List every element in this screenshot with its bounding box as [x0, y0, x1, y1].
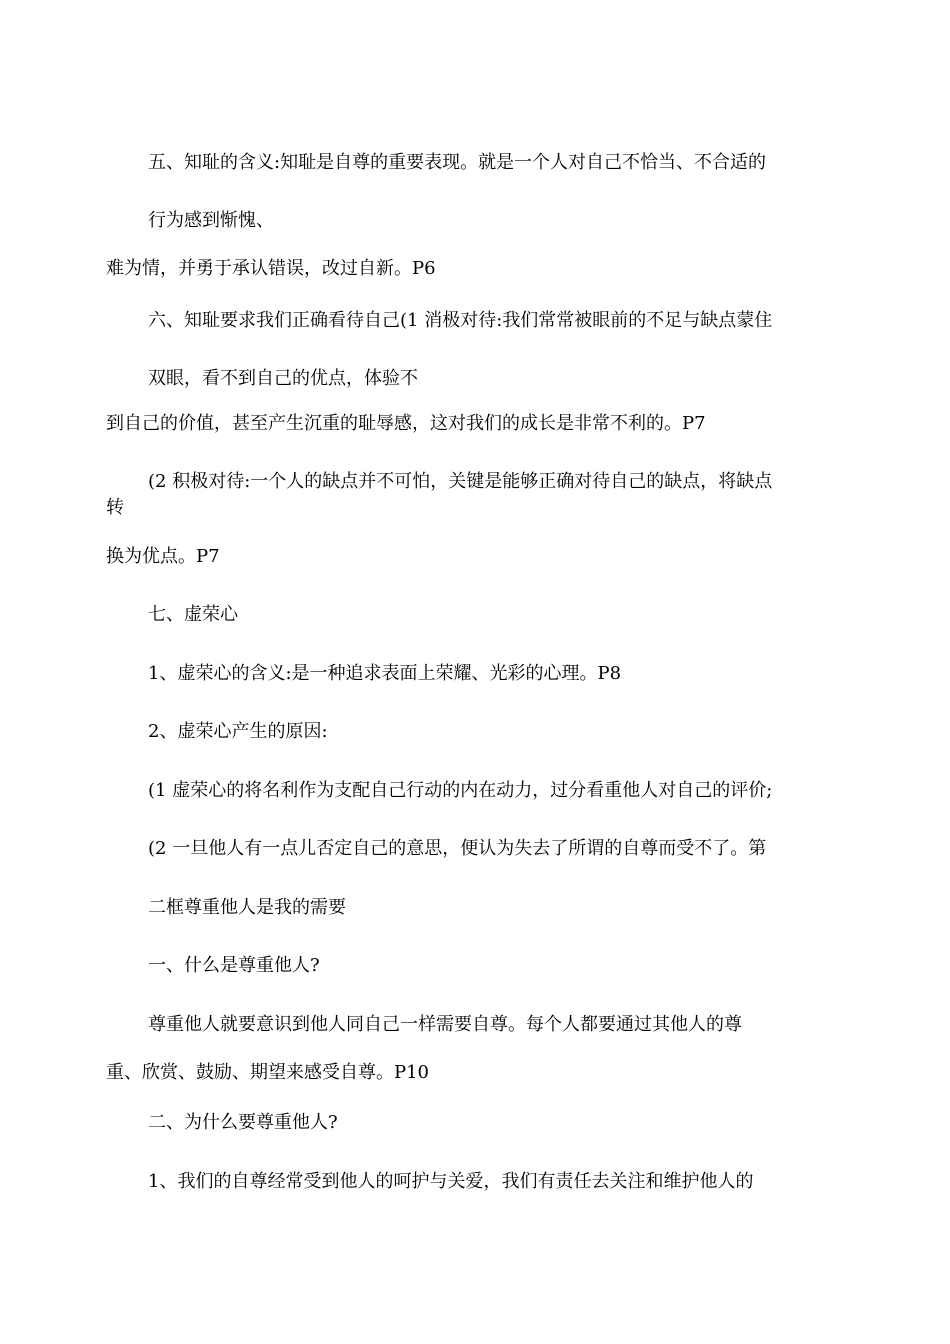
paragraph-line: 转 — [106, 497, 124, 518]
paragraph-line: (2 一旦他人有一点儿否定自己的意思，便认为失去了所谓的自尊而受不了。第 — [148, 838, 767, 859]
section-heading: 七、虚荣心 — [148, 604, 238, 625]
paragraph-line: 重、欣赏、鼓励、期望来感受自尊。P10 — [106, 1062, 430, 1083]
paragraph-line: 难为情，并勇于承认错误，改过自新。P6 — [106, 258, 436, 279]
section-heading: 二框尊重他人是我的需要 — [148, 897, 346, 918]
paragraph-line: 1、我们的自尊经常受到他人的呵护与关爱，我们有责任去关注和维护他人的 — [148, 1171, 754, 1192]
section-heading: 一、什么是尊重他人? — [148, 955, 320, 976]
paragraph-line: 五、知耻的含义:知耻是自尊的重要表现。就是一个人对自己不恰当、不合适的 — [148, 152, 767, 173]
paragraph-line: 行为感到惭愧、 — [148, 210, 274, 231]
paragraph-line: 1、虚荣心的含义:是一种追求表面上荣耀、光彩的心理。P8 — [148, 663, 622, 684]
section-heading: 二、为什么要尊重他人? — [148, 1112, 338, 1133]
paragraph-line: (1 虚荣心的将名利作为支配自己行动的内在动力，过分看重他人对自己的评价; — [148, 780, 773, 801]
paragraph-line: 换为优点。P7 — [106, 546, 220, 567]
paragraph-line: 到自己的价值，甚至产生沉重的耻辱感，这对我们的成长是非常不利的。P7 — [106, 413, 706, 434]
paragraph-line: 2、虚荣心产生的原因: — [148, 721, 328, 742]
paragraph-line: 尊重他人就要意识到他人同自己一样需要自尊。每个人都要通过其他人的尊 — [148, 1014, 742, 1035]
paragraph-line: (2 积极对待:一个人的缺点并不可怕，关键是能够正确对待自己的缺点，将缺点 — [148, 471, 773, 492]
paragraph-line: 双眼，看不到自己的优点，体验不 — [148, 368, 418, 389]
paragraph-line: 六、知耻要求我们正确看待自己(1 消极对待:我们常常被眼前的不足与缺点蒙住 — [148, 310, 773, 331]
